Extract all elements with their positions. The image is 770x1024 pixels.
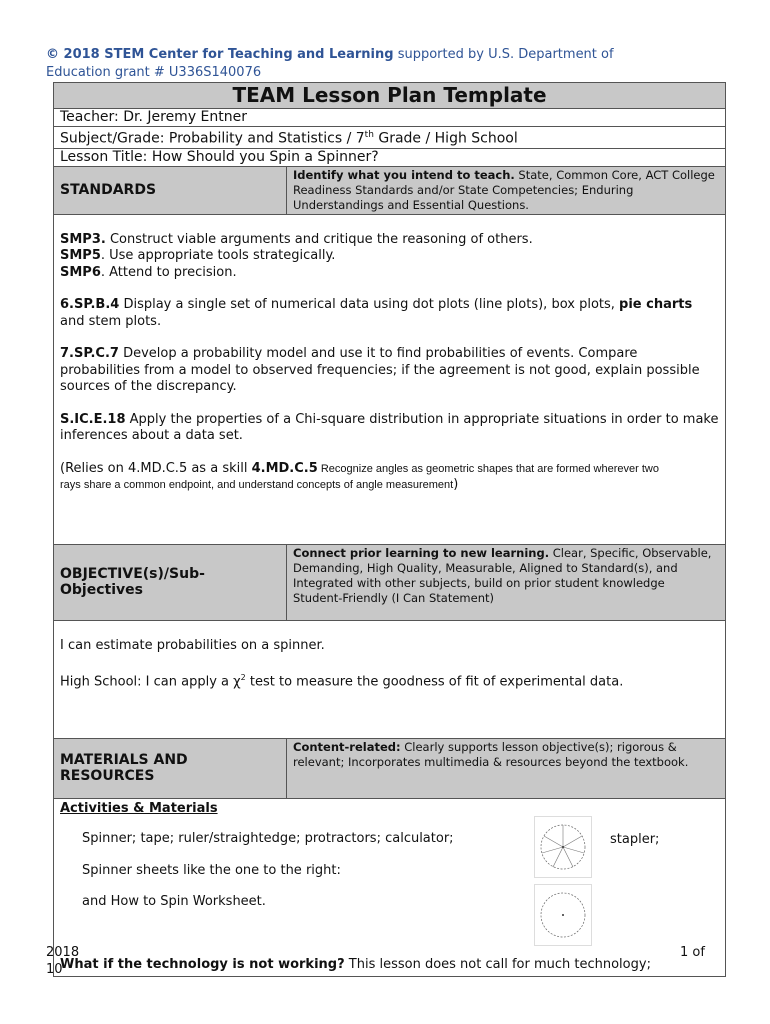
materials-line-2: Spinner sheets like the one to the right: xyxy=(82,862,341,878)
footer-year xyxy=(46,944,79,978)
materials-stapler: stapler; xyxy=(610,831,660,847)
lesson-plan-table xyxy=(53,82,726,977)
standard-code: SMP5 xyxy=(60,248,101,264)
activities-heading-text: Activities & Materials xyxy=(60,800,218,816)
standards-desc-bold: Identify what you intend to teach. xyxy=(293,167,515,182)
standards-body xyxy=(54,214,726,544)
materials-body xyxy=(54,798,726,976)
footer-page-label: 1 of xyxy=(680,945,705,960)
materials-desc-bold: Content-related: xyxy=(293,739,401,754)
standard-7spc7 xyxy=(60,346,719,396)
standard-6spb4 xyxy=(60,297,719,330)
standards-desc-text: State, Common Core, ACT College Readiness Standards and/or State Competencies; Enduring Understandings and Essential Questions. xyxy=(293,167,715,212)
document-header xyxy=(46,46,706,82)
materials-line-3: and How to Spin Worksheet. xyxy=(82,894,266,910)
standard-text: . Use appropriate tools strategically. xyxy=(100,248,336,264)
objectives-desc-bold: Connect prior learning to new learning. xyxy=(293,545,550,560)
standard-text: Construct viable arguments and critique the reasoning of others. xyxy=(105,231,533,247)
standards-label: STANDARDS xyxy=(54,166,287,214)
objectives-desc-text: Clear, Specific, Observable, Demanding, High Quality, Measurable, Aligned to Standard(s), and Integrated with other subjects, build on prior student knowledge xyxy=(293,545,712,590)
objective-text: test to measure the goodness of fit of experimental data. xyxy=(245,674,624,690)
objective-1: I can estimate probabilities on a spinner. xyxy=(60,637,325,653)
standard-code: S.IC.E.18 xyxy=(60,411,126,427)
standard-text: Develop a probability model and use it to find probabilities of events. Compare probabilities from a model to observed frequencies; if the agreement is not good, explain possible sources of the discrepancy. xyxy=(60,346,700,395)
activities-heading xyxy=(60,801,719,818)
header-org: © 2018 STEM Center for Teaching and Learning xyxy=(46,47,394,62)
materials-desc-text: Clearly supports lesson objective(s); rigorous & relevant; Incorporates multimedia & resources beyond the textbook. xyxy=(293,739,689,769)
technology-note xyxy=(60,957,651,974)
spinner-blank-image xyxy=(534,884,592,946)
spinner-sheet-image xyxy=(534,816,592,878)
teacher-field: Teacher: Dr. Jeremy Entner xyxy=(54,109,726,127)
relies-text: rays share a common endpoint, and understand concepts of angle measurement xyxy=(60,479,454,492)
standard-code: SMP6 xyxy=(60,264,101,280)
objectives-label: OBJECTIVE(s)/Sub-Objectives xyxy=(54,544,287,620)
objectives-desc-line2: Student-Friendly (I Can Statement) xyxy=(293,590,494,605)
standard-smp6 xyxy=(60,265,719,282)
spinner-circle-icon xyxy=(535,885,591,945)
materials-label: MATERIALS AND RESOURCES xyxy=(54,738,287,798)
header-funding: supported by U.S. Department of xyxy=(393,47,614,62)
standard-text: Apply the properties of a Chi-square distribution in appropriate situations in order to make inferences about a data set. xyxy=(60,411,719,444)
technology-answer: This lesson does not call for much technology; xyxy=(344,956,651,972)
subject-superscript: th xyxy=(364,130,374,140)
footer-year-text: 2018 xyxy=(46,945,80,960)
materials-description xyxy=(287,738,726,798)
standard-text: Display a single set of numerical data using dot plots (line plots), box plots, xyxy=(119,297,620,313)
lesson-title-field: Lesson Title: How Should you Spin a Spinner? xyxy=(54,148,726,166)
standard-code: SMP3. xyxy=(60,231,106,247)
standard-relies xyxy=(60,461,719,494)
subject-text: Subject/Grade: Probability and Statistics / 7 xyxy=(60,130,365,147)
objectives-description xyxy=(287,544,726,620)
standard-code: 7.SP.C.7 xyxy=(60,346,119,362)
standard-sice18 xyxy=(60,412,719,445)
relies-text: (Relies on 4.MD.C.5 as a skill xyxy=(60,460,252,476)
standard-smp5 xyxy=(60,248,719,265)
plan-title: TEAM Lesson Plan Template xyxy=(54,83,726,109)
standard-code: 6.SP.B.4 xyxy=(60,297,120,313)
objective-superscript: 2 xyxy=(240,673,246,683)
header-grant: Education grant # U336S140076 xyxy=(46,65,262,80)
technology-question: What if the technology is not working? xyxy=(60,956,345,972)
materials-line-1: Spinner; tape; ruler/straightedge; protractors; calculator; xyxy=(82,831,454,847)
subject-grade-field xyxy=(54,127,726,149)
objective-2 xyxy=(60,670,719,691)
standard-text: and stem plots. xyxy=(60,313,162,329)
relies-close: ) xyxy=(453,477,459,493)
standards-description xyxy=(287,166,726,214)
objectives-body xyxy=(54,620,726,738)
subject-grade-text: Grade / High School xyxy=(373,130,518,147)
standard-code: 4.MD.C.5 xyxy=(251,460,318,476)
standard-text-bold: pie charts xyxy=(619,297,693,313)
footer-page-count: 10 xyxy=(46,962,63,977)
spinner-sectors-icon xyxy=(535,817,591,877)
standard-smp3 xyxy=(60,232,719,249)
objective-text: High School: I can apply a χ xyxy=(60,674,241,690)
relies-text: Recognize angles as geometric shapes that are formed wherever two xyxy=(317,462,659,475)
standard-text: . Attend to precision. xyxy=(100,264,237,280)
